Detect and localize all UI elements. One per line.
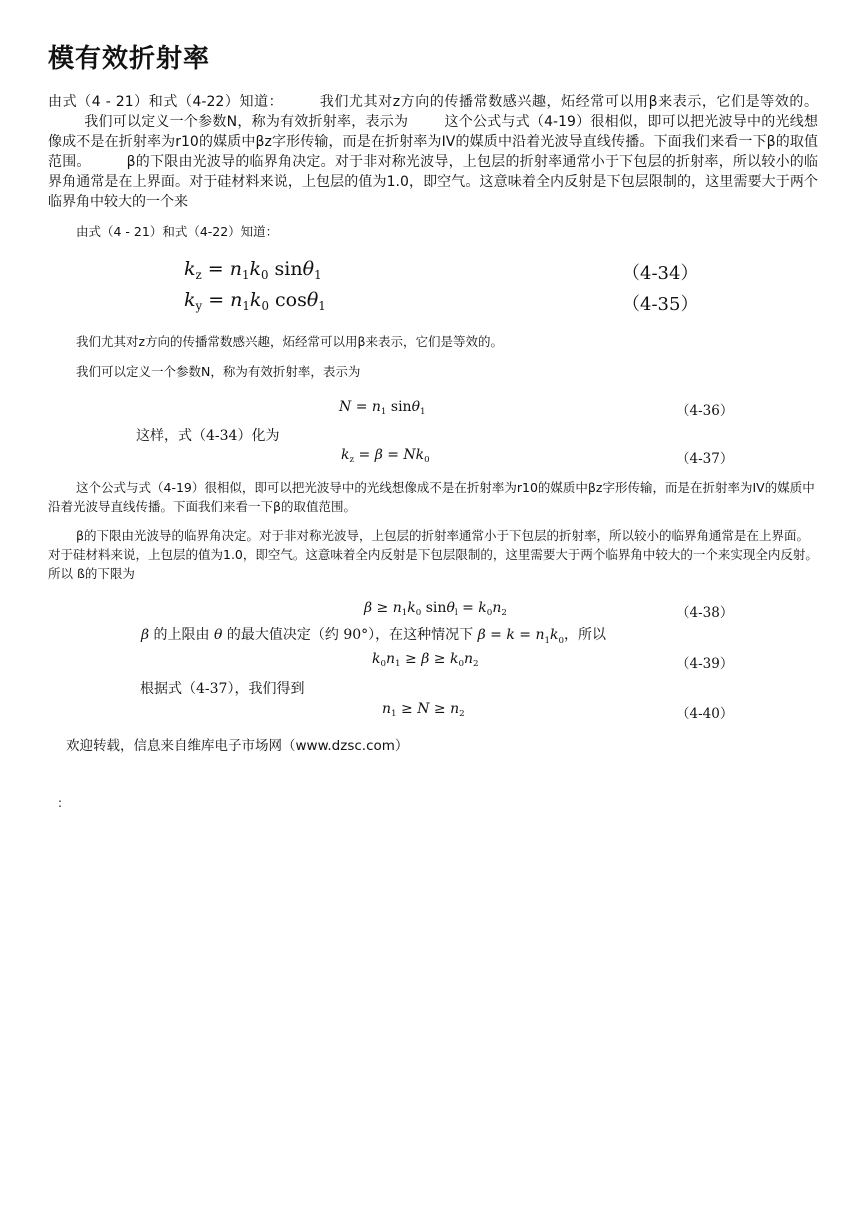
equation-4-38 bbox=[0, 600, 868, 626]
equation-4-40-formula: $n_1 \ge N \ge n_2$ bbox=[382, 701, 465, 720]
equation-4-35 bbox=[0, 289, 868, 315]
z-direction-paragraph: 我们尤其对z方向的传播常数感兴趣，炻经常可以用β来表示，它们是等效的。 bbox=[76, 334, 504, 349]
summary-paragraph bbox=[48, 92, 818, 212]
equation-4-40 bbox=[0, 701, 868, 727]
equation-4-39 bbox=[0, 651, 868, 677]
equation-4-37 bbox=[0, 446, 868, 472]
equation-4-36-formula: $N = n_1$ sinθ$_1$ bbox=[339, 399, 426, 418]
upper-bound-line bbox=[0, 624, 868, 650]
page-title: 模有效折射率 bbox=[48, 44, 211, 74]
equation-4-38-number: （4-38） bbox=[676, 605, 734, 621]
equation-4-35-formula: $k_y = n_1k_0$ cosθ$_1$ bbox=[184, 289, 326, 314]
equation-4-39-formula: $k_0n_1 \ge \beta \ge k_0n_2$ bbox=[372, 651, 479, 670]
according-text: 根据式（4-37），我们得到 bbox=[140, 681, 305, 697]
intro-paragraph: 由式（4 - 21）和式（4-22）知道： bbox=[76, 224, 279, 239]
equation-4-37-formula: $k_z = \beta = Nk_0$ bbox=[341, 447, 430, 466]
stray-mark: : bbox=[58, 796, 63, 810]
becomes-text: 这样，式（4-34）化为 bbox=[136, 428, 280, 444]
equation-4-35-number: （4-35） bbox=[622, 294, 699, 315]
equation-4-36-number: （4-36） bbox=[676, 403, 734, 419]
summary-sentence-2: 我们尤其对z方向的传播常数感兴趣，炻经常可以用β来表示，它们是等效的。 bbox=[319, 94, 819, 110]
footer-note: 欢迎转载，信息来自维库电子市场网（www.dzsc.com） bbox=[66, 738, 409, 754]
equation-4-34-formula: $k_z = n_1k_0$ sinθ$_1$ bbox=[184, 258, 322, 283]
upper-bound-text: β 的上限由 θ 的最大值决定（约 90°），在这种情况下 $\beta = k = n_1k_0$，所以 bbox=[141, 627, 607, 646]
summary-sentence-5: β的下限由光波导的临界角决定。对于非对称光波导，上包层的折射率通常小于下包层的折射率，所以较小的临界角通常是在上界面。对于硅材料来说，上包层的值为1.0，即空气。这意味着全内反射是下包层限制的，这里需要大于两个临界角中较大的一个来 bbox=[48, 154, 818, 210]
equation-4-36 bbox=[0, 398, 868, 424]
summary-sentence-1: 由式（4 - 21）和式（4-22）知道： bbox=[48, 94, 284, 110]
summary-sentence-3: 我们可以定义一个参数N，称为有效折射率，表示为 bbox=[84, 114, 409, 130]
equation-4-39-number: （4-39） bbox=[676, 656, 734, 672]
summary-sentence-4: 这个公式与式（4-19）很相似，即可以把光波导中的光线想像成不是在折射率为r10的媒质中βz字形传输，而是在折射率为IV的媒质中沿着光波导直线传播。下面我们来看一下β的取值范围。 bbox=[48, 114, 818, 170]
equation-4-40-number: （4-40） bbox=[676, 706, 734, 722]
similar-formula-paragraph: 这个公式与式（4-19）很相似，即可以把光波导中的光线想像成不是在折射率为r10的媒质中βz字形传输，而是在折射率为IV的媒质中沿着光波导直线传播。下面我们来看一下β的取值范围。 bbox=[48, 480, 815, 514]
lower-bound-paragraph: β的下限由光波导的临界角决定。对于非对称光波导，上包层的折射率通常小于下包层的折射率，所以较小的临界角通常是在上界面。对于硅材料来说，上包层的值为1.0，即空气。这意味着全内反射是下包层限制的，这里需要大于两个临界角中较大的一个来实现全内反射。所以 ß的下限为 bbox=[48, 528, 818, 581]
equation-4-34 bbox=[0, 258, 868, 284]
define-N-paragraph: 我们可以定义一个参数N，称为有效折射率，表示为 bbox=[76, 364, 361, 379]
equation-4-34-number: （4-34） bbox=[622, 263, 699, 284]
equation-4-37-number: （4-37） bbox=[676, 451, 734, 467]
equation-4-38-formula: $\beta \ge n_1k_0$ $\sin\theta_l = k_0n_2$ bbox=[364, 600, 507, 619]
